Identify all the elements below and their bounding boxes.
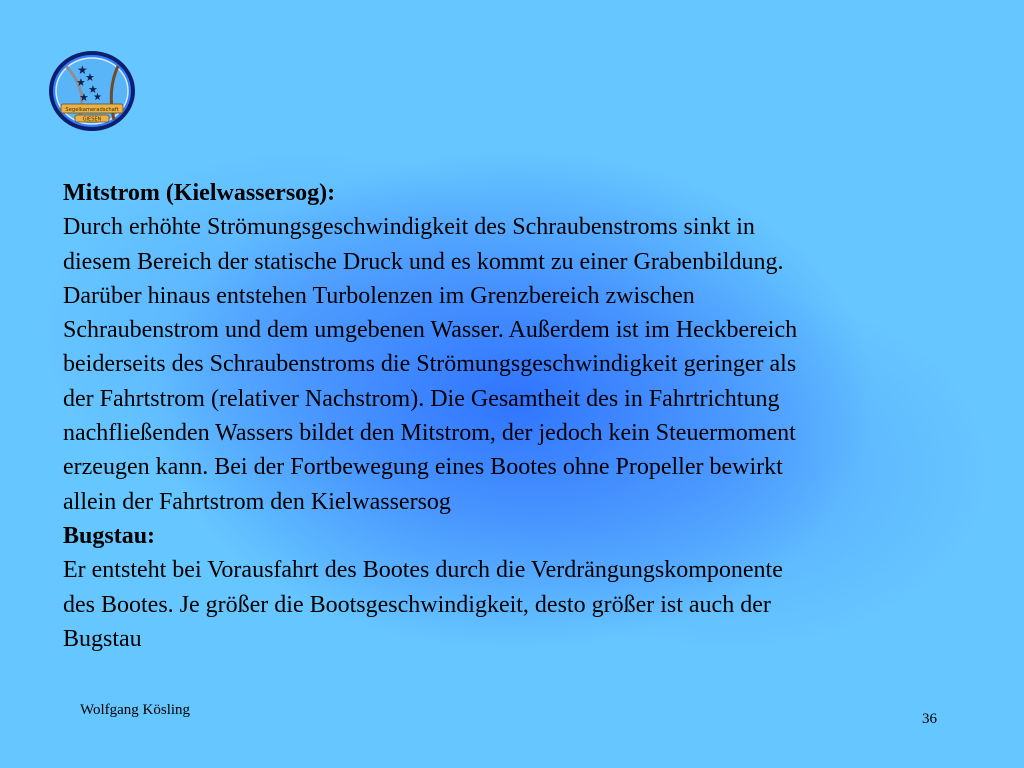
- body-line: Bugstau: [63, 625, 142, 652]
- footer-author: Wolfgang Kösling: [80, 702, 191, 718]
- body-line: der Fahrtstrom (relativer Nachstrom). Die Gesamtheit des in Fahrtrichtung: [63, 385, 780, 412]
- body-line: diesem Bereich der statische Druck und es kommt zu einer Grabenbildung.: [63, 248, 784, 275]
- club-logo: [47, 50, 137, 132]
- svg-text:★: ★: [85, 71, 95, 84]
- svg-text:Segelkameradschaft: Segelkameradschaft: [65, 107, 119, 113]
- body-line: des Bootes. Je größer die Bootsgeschwindigkeit, desto größer ist auch der: [63, 591, 771, 618]
- svg-text:★: ★: [93, 92, 102, 103]
- svg-text:★: ★: [77, 63, 88, 77]
- section-mitstrom: [63, 176, 963, 519]
- svg-text:GIESEN: GIESEN: [82, 116, 102, 123]
- body-line: Durch erhöhte Strömungsgeschwindigkeit des Schraubenstroms sinkt in: [63, 214, 755, 241]
- club-emblem-icon: [47, 50, 137, 132]
- body-line: allein der Fahrtstrom den Kielwassersog: [63, 488, 451, 515]
- body-line: beiderseits des Schraubenstroms die Strömungsgeschwindigkeit geringer als: [63, 351, 797, 378]
- svg-text:★: ★: [88, 83, 98, 96]
- svg-text:★: ★: [79, 91, 89, 104]
- body-line: Schraubenstrom und dem umgebenen Wasser. Außerdem ist im Heckbereich: [63, 317, 798, 344]
- section-heading: Bugstau:: [63, 522, 156, 549]
- page-number: 36: [922, 711, 937, 727]
- body-line: Er entsteht bei Vorausfahrt des Bootes durch die Verdrängungskomponente: [63, 557, 783, 584]
- section-heading: Mitstrom (Kielwassersog):: [63, 180, 336, 206]
- body-line: Darüber hinaus entstehen Turbolenzen im Grenzbereich zwischen: [63, 282, 695, 309]
- section-bugstau: [63, 519, 963, 656]
- svg-text:★: ★: [76, 76, 86, 89]
- slide-body: [63, 176, 963, 656]
- body-line: erzeugen kann. Bei der Fortbewegung eines Bootes ohne Propeller bewirkt: [63, 454, 783, 481]
- body-line: nachfließenden Wassers bildet den Mitstrom, der jedoch kein Steuermoment: [63, 420, 796, 447]
